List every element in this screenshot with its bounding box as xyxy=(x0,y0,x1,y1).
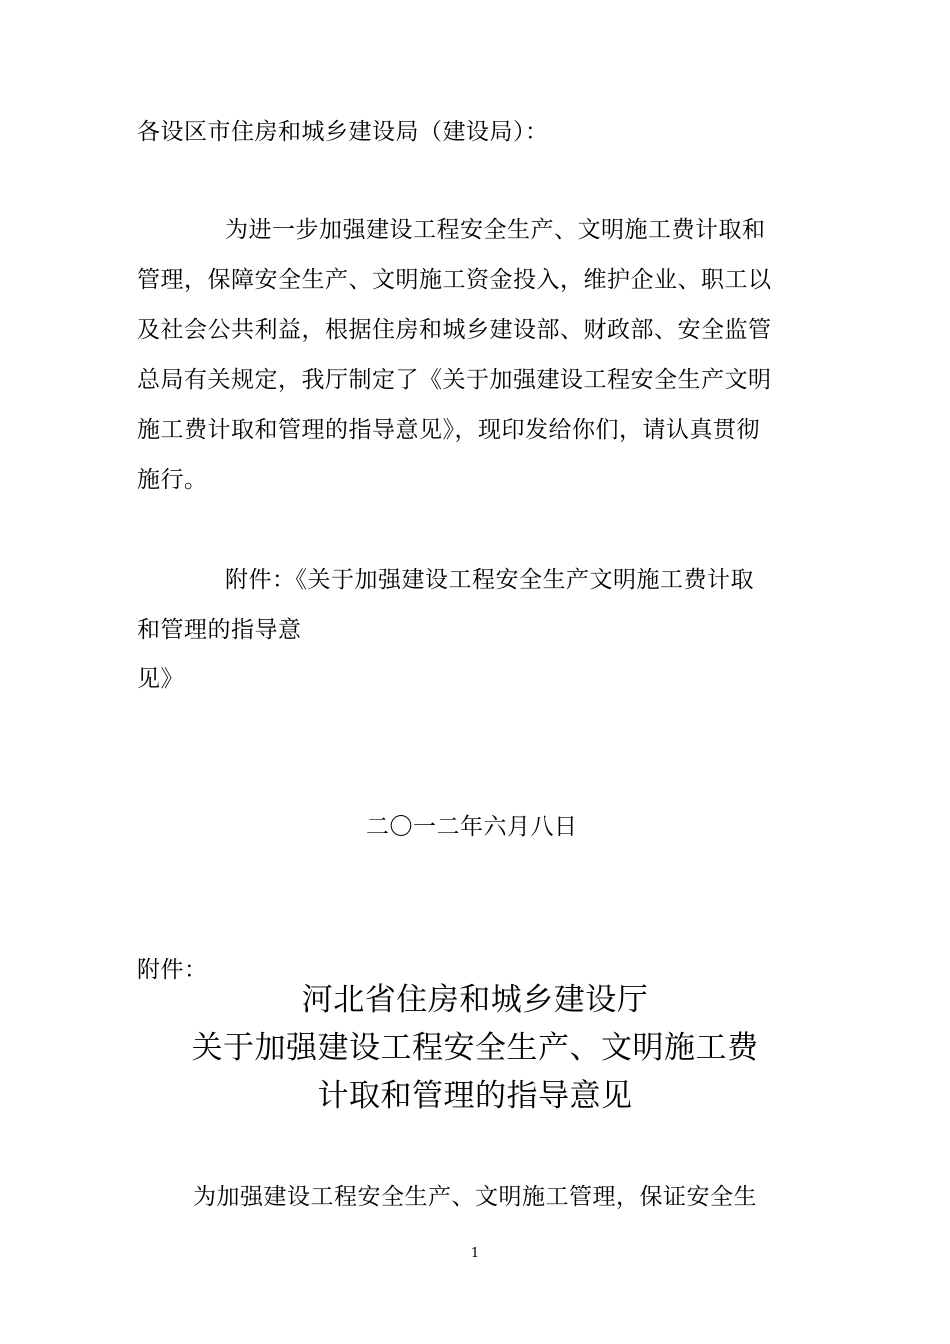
notice-paragraph-line: 为进一步加强建设工程安全生产、文明施工费计取和 xyxy=(225,217,766,243)
attachment-title-line: 关于加强建设工程安全生产、文明施工费 xyxy=(191,1030,759,1066)
notice-paragraph-line: 施行。 xyxy=(137,467,208,493)
attachment-title-line: 计取和管理的指导意见 xyxy=(317,1078,633,1114)
issue-date: 二〇一二年六月八日 xyxy=(366,814,578,840)
attachment-body-line: 为加强建设工程安全生产、文明施工管理，保证安全生 xyxy=(193,1184,757,1210)
addressee-line: 各设区市住房和城乡建设局（建设局）： xyxy=(137,119,549,145)
attachment-title-line: 河北省住房和城乡建设厅 xyxy=(301,982,649,1018)
notice-paragraph-line: 总局有关规定，我厅制定了《关于加强建设工程安全生产文明 xyxy=(137,367,772,393)
attachment-note-line: 和管理的指导意 xyxy=(137,617,302,643)
page-number: 1 xyxy=(470,1246,480,1261)
attachment-note-line: 见》 xyxy=(137,666,184,692)
notice-paragraph-line: 管理，保障安全生产、文明施工资金投入，维护企业、职工以 xyxy=(137,267,772,293)
notice-paragraph-line: 及社会公共利益，根据住房和城乡建设部、财政部、安全监管 xyxy=(137,317,772,343)
notice-paragraph-line: 施工费计取和管理的指导意见》，现印发给你们，请认真贯彻 xyxy=(137,417,760,443)
attachment-label: 附件： xyxy=(137,957,208,983)
attachment-note-line: 附件：《关于加强建设工程安全生产文明施工费计取 xyxy=(225,567,754,593)
